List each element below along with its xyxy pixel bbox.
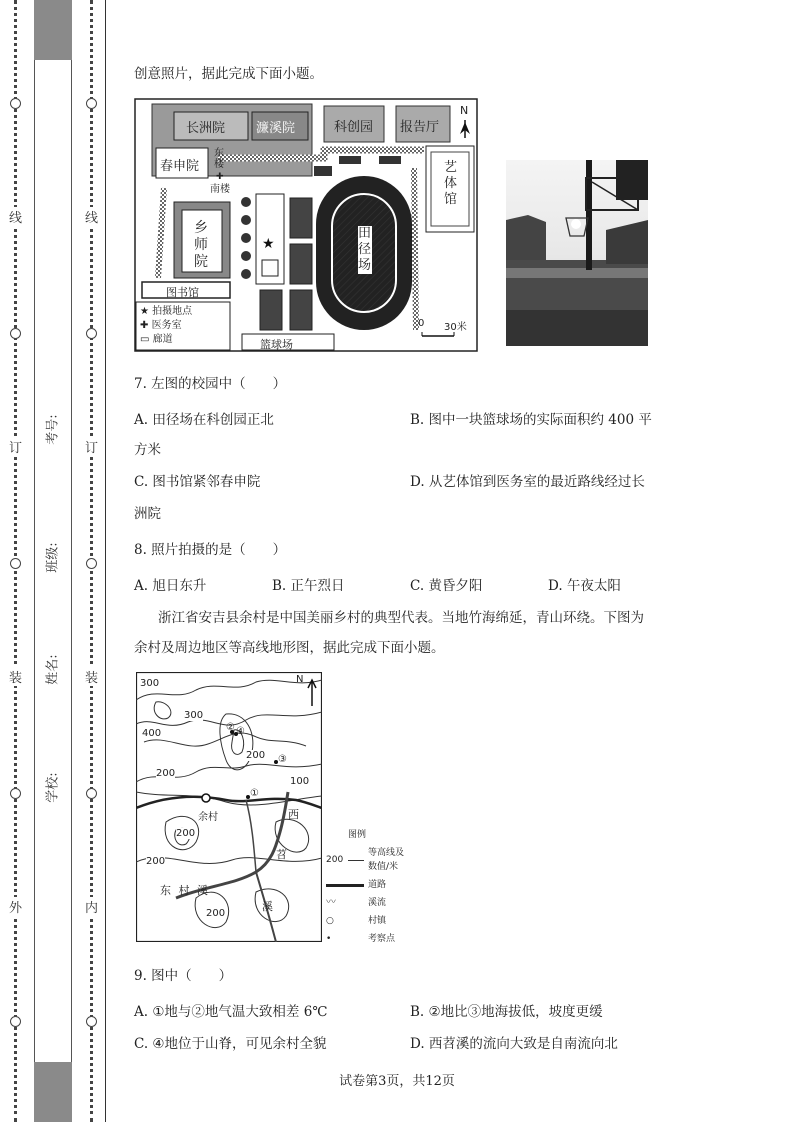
q9-option-d[interactable]: D. 西苕溪的流向大致是自南流向北 [410,1036,618,1052]
medical-cross-icon: ✚ [140,320,149,331]
river-label-xi2: 溪 [262,900,273,913]
point-label-2: ② [226,722,235,733]
inner-mark-nei: 内 [85,897,98,916]
contour-north-label: N [296,674,304,685]
q7-option-b-cont: 方米 [134,442,161,458]
contour-labels [136,672,322,942]
label-lianxi: 濂溪院 [256,121,296,136]
photo-star: ★ [262,236,275,252]
label-library: 图书馆 [166,286,199,299]
passage-line-2: 余村及周边地区等高线地形图，据此完成下面小题。 [134,640,445,656]
q7-option-d-cont: 洲院 [134,506,161,522]
legend-title: 图例 [348,830,367,840]
river-label-tiao: 苕 [276,848,287,861]
river-label-xi: 西 [288,808,299,821]
point-label-3: ③ [278,754,287,765]
legend-row-stream: 〰 溪流 [326,897,387,908]
contour-legend [326,828,408,946]
outer-mark-xian: 线 [9,207,22,226]
q7-stem: 7. 左图的校园中（ ） [134,376,287,392]
label-scale-zero: 0 [418,318,425,329]
q7-option-d[interactable]: D. 从艺体馆到医务室的最近路线经过长 [410,474,645,490]
hole-circle [10,328,21,339]
margin-rule-left [34,60,35,1062]
q7-option-c[interactable]: C. 图书馆紧邻春申院 [134,474,261,490]
label-scale-length: 30米 [444,322,467,333]
label-track: 田径场 [358,226,372,273]
hole-circle [10,558,21,569]
stream-icon: 〰 [326,897,336,908]
passage-line-1: 浙江省安吉县余村是中国美丽乡村的典型代表。当地竹海绵延，青山环绕。下图为 [158,610,644,626]
label-baogao: 报告厅 [400,120,440,135]
inner-mark-xian: 线 [85,207,98,226]
q8-option-d[interactable]: D. 午夜太阳 [548,578,621,594]
contour-label: 300 [184,710,204,721]
point-label-4: ④ [236,726,245,737]
label-north: N [460,104,469,117]
contour-label: 200 [246,750,266,761]
contour-label: 100 [290,776,310,787]
legend-row: ✚ 医务室 [140,320,182,331]
legend-row: ▭ 廊道 [140,334,173,345]
q9-option-a[interactable]: A. ①地与②地气温大致相差 6℃ [134,1004,328,1020]
q7-option-a[interactable]: A. 田径场在科创园正北 [134,412,274,428]
hole-circle [86,98,97,109]
q8-option-b[interactable]: B. 正午烈日 [272,578,345,594]
point-label-1: ① [250,788,259,799]
q7-option-b[interactable]: B. 图中一块篮球场的实际面积约 400 平 [410,412,652,428]
star-icon: ★ [140,306,149,317]
q8-option-c[interactable]: C. 黄昏夕阳 [410,578,483,594]
q9-stem: 9. 图中（ ） [134,968,233,984]
road-icon [326,884,364,887]
label-kechuang: 科创园 [334,120,374,135]
outer-mark-zhuang: 装 [9,667,22,686]
hole-circle [86,1016,97,1027]
margin-border [105,0,106,1122]
legend-row-contour: 200 等高线及数值/米 [326,848,405,872]
contour-label: 200 [146,856,166,867]
contour-label: 400 [142,728,162,739]
page-footer: 试卷第3页，共12页 [339,1074,455,1089]
q9-option-c[interactable]: C. ④地位于山脊，可见余村全貌 [134,1036,327,1052]
label-yishu: 艺体馆 [444,160,458,207]
field-class[interactable]: 班级: [45,542,61,573]
medical-icon: ✚ [216,172,224,182]
legend-row-road: 道路 [326,878,408,892]
corridor-icon: ▭ [140,334,150,345]
contour-label: 200 [176,828,196,839]
q8-option-a[interactable]: A. 旭日东升 [134,578,207,594]
village-icon: ○ [326,916,334,926]
hole-circle [86,788,97,799]
legend-row-village: ○ 村镇 [326,916,387,926]
campus-map-labels [134,98,478,352]
village-label: 余村 [198,812,218,823]
q8-stem: 8. 照片拍摄的是（ ） [134,542,287,558]
contour-label: 200 [206,908,226,919]
margin-rule-right [71,60,72,1062]
hole-circle [10,98,21,109]
outer-mark-wai: 外 [9,897,22,916]
field-name[interactable]: 姓名: [45,654,61,685]
label-changzhou: 长洲院 [186,121,226,136]
gray-tab-top [34,0,72,60]
inner-mark-zhuang: 装 [85,667,98,686]
hole-circle [86,558,97,569]
campus-legend [140,305,192,347]
label-chunshen: 春申院 [160,159,200,174]
hole-circle [86,328,97,339]
inner-mark-ding: 订 [85,437,98,456]
field-exam-number[interactable]: 考号: [45,414,61,445]
label-south-bldg: 南楼 [210,184,230,195]
outer-mark-ding: 订 [9,437,22,456]
legend-row: ★ 拍摄地点 [140,306,193,317]
contour-label: 200 [156,768,176,779]
hole-circle [10,788,21,799]
river-label-dongcun: 东 村 溪 [160,884,210,897]
intro-line: 创意照片，据此完成下面小题。 [134,66,323,82]
gray-tab-bottom [34,1062,72,1122]
point-icon: • [326,934,332,944]
label-east-bldg: 东楼 [214,148,224,170]
contour-label: 300 [140,678,160,689]
legend-row-point: • 考察点 [326,934,396,944]
hole-circle [10,1016,21,1027]
q9-option-b[interactable]: B. ②地比③地海拔低，坡度更缓 [410,1004,603,1020]
label-basketball: 篮球场 [260,338,293,351]
sun-photo [506,160,648,346]
label-xiangshi: 乡师院 [194,220,208,270]
field-school[interactable]: 学校: [45,772,61,803]
